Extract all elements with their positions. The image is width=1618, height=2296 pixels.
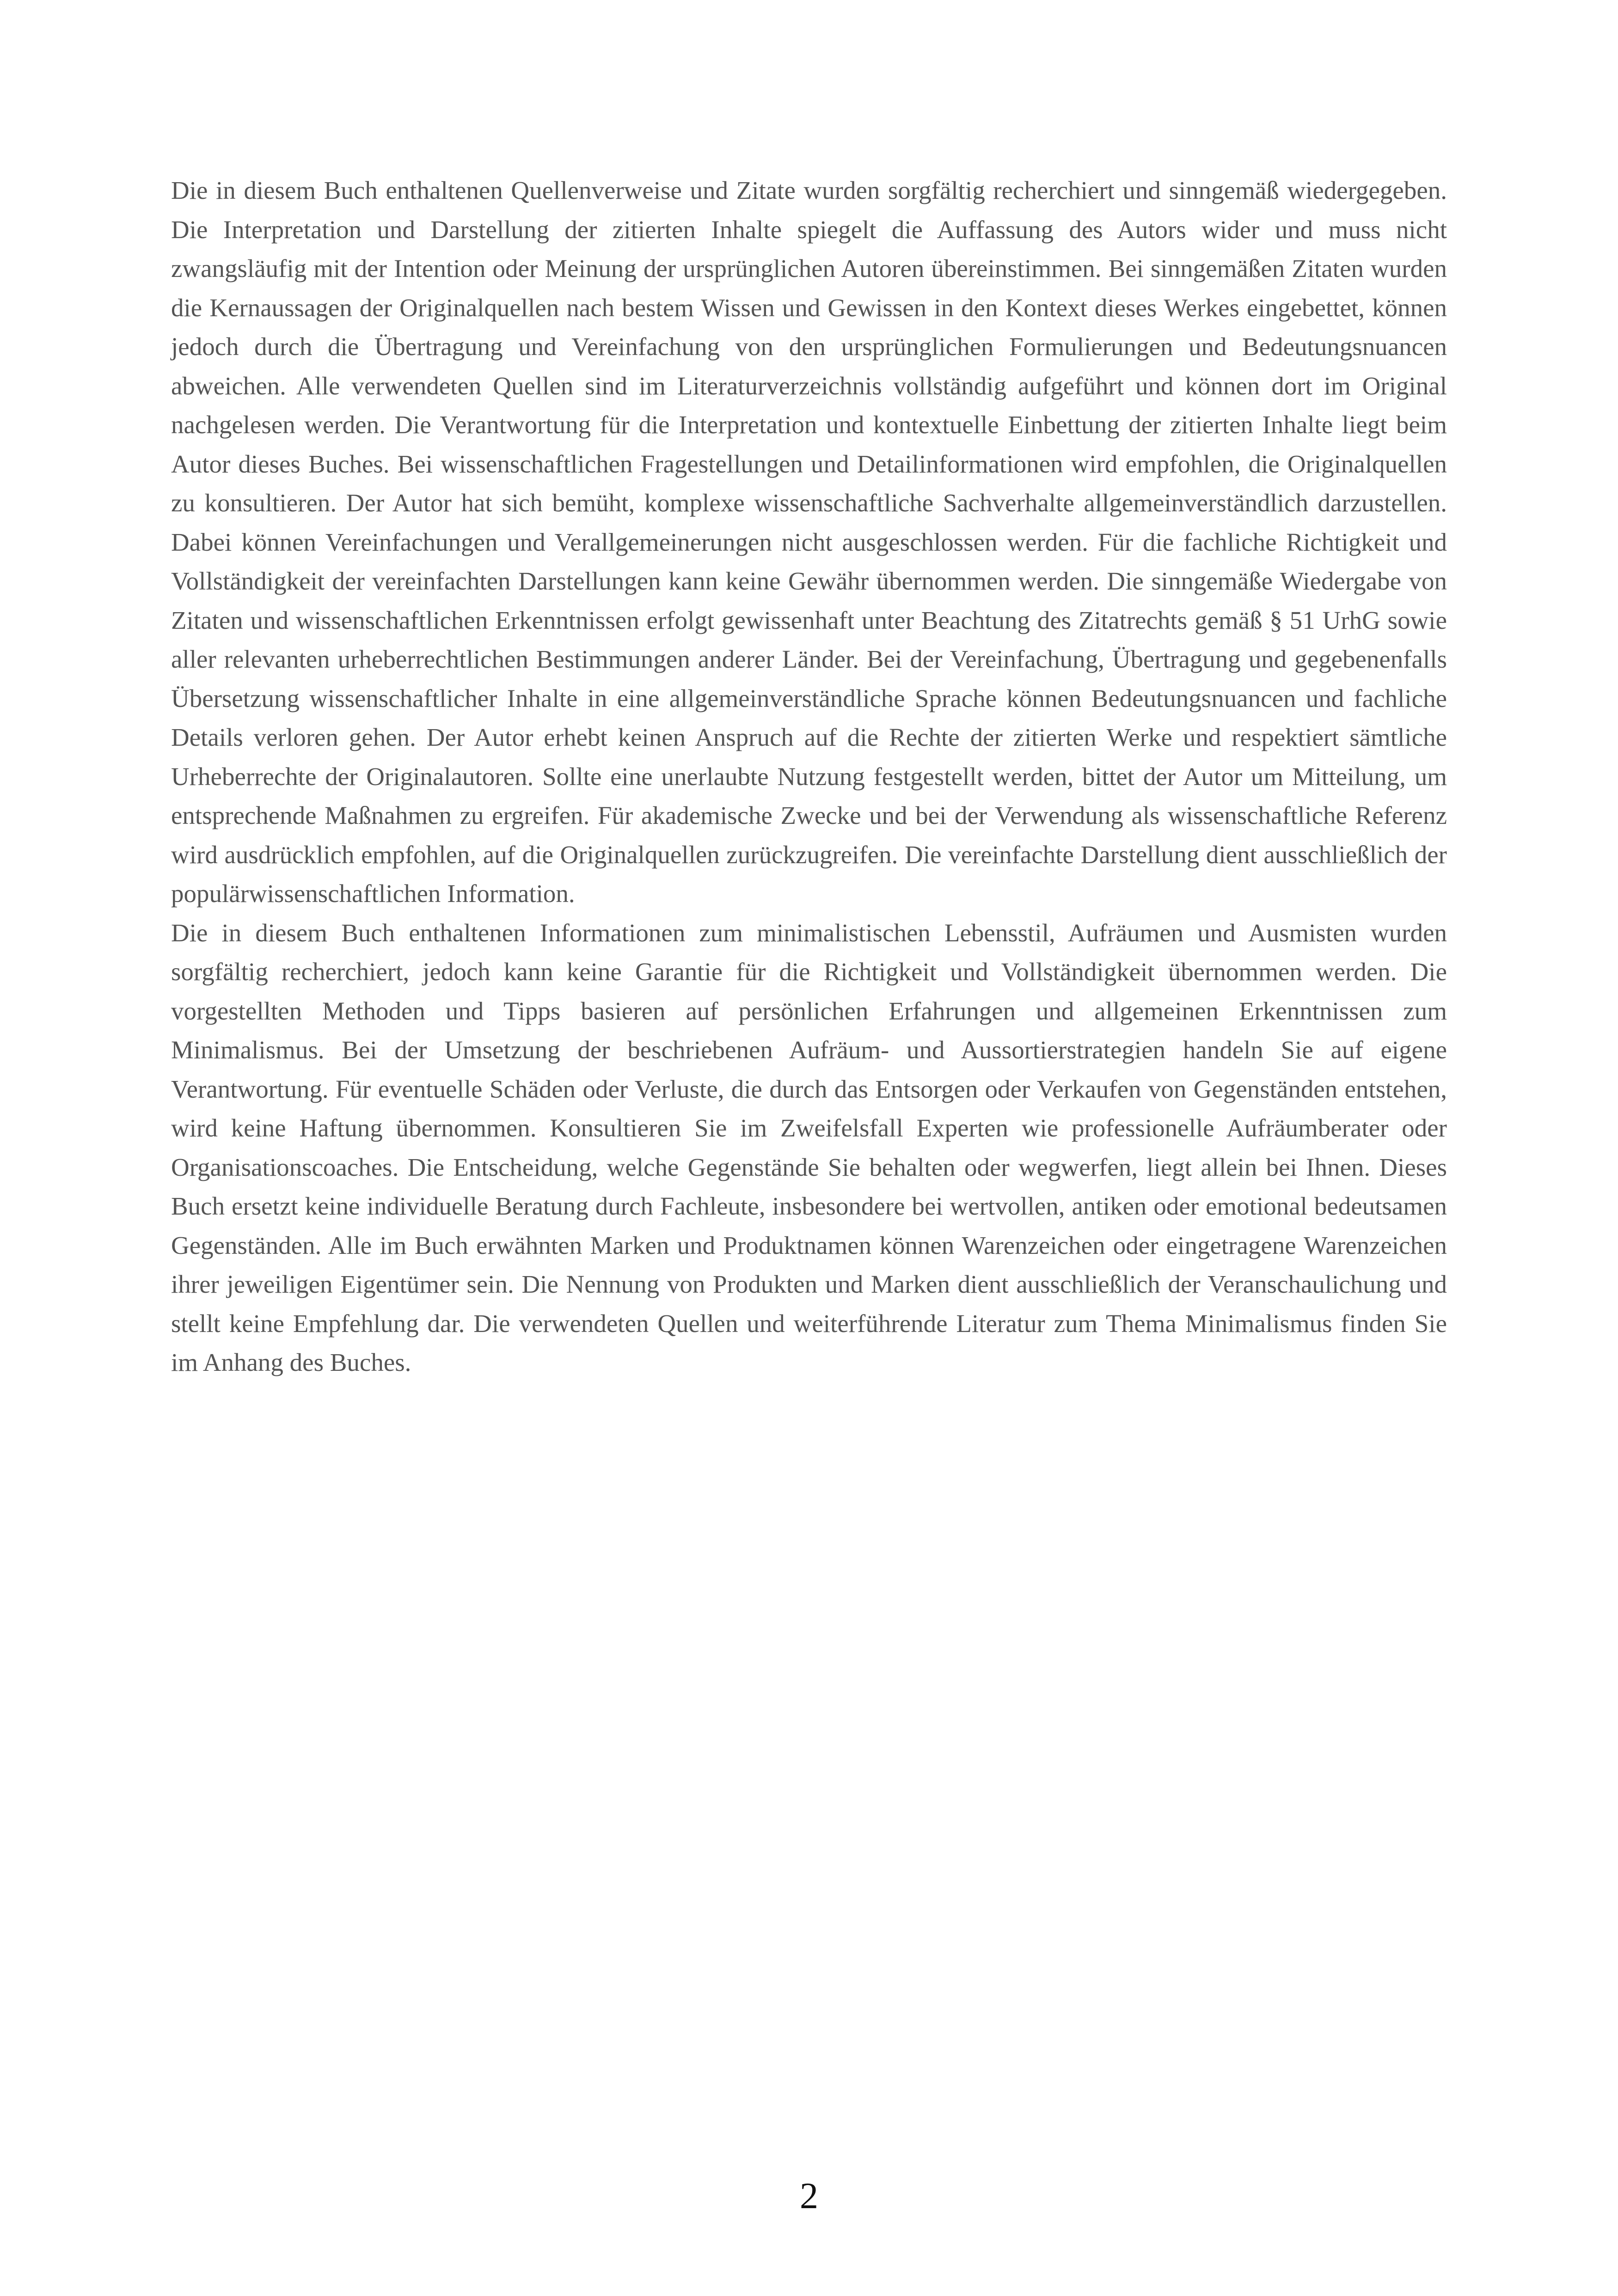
paragraph-liability-disclaimer: Die in diesem Buch enthaltenen Informationen zum minimalistischen Lebensstil, Aufräumen und Ausmisten wurden sorgfältig recherchiert, jedoch kann keine Garantie für die Richtigkeit und Vollständigkeit übernommen werden. Die vorgestellten Methoden und Tipps basieren auf persönlichen Erfahrungen und allgemeinen Erkenntnissen zum Minimalismus. Bei der Umsetzung der beschriebenen Aufräum- und Aussortierstrategien handeln Sie auf eigene Verantwortung. Für eventuelle Schäden oder Verluste, die durch das Entsorgen oder Verkaufen von Gegenständen entstehen, wird keine Haftung übernommen. Konsultieren Sie im Zweifelsfall Experten wie professionelle Aufräumberater oder Organisationscoaches. Die Entscheidung, welche Gegenstände Sie behalten oder wegwerfen, liegt allein bei Ihnen. Dieses Buch ersetzt keine individuelle Beratung durch Fachleute, insbesondere bei wertvollen, antiken oder emotional bedeutsamen Gegenständen. Alle im Buch erwähnten Marken und Produktnamen können Warenzeichen oder eingetragene Warenzeichen ihrer jeweiligen Eigentümer sein. Die Nennung von Produkten und Marken dient ausschließlich der Veranschaulichung und stellt keine Empfehlung dar. Die verwendeten Quellen und weiterführende Literatur zum Thema Minimalismus finden Sie im Anhang des Buches. — [171, 918, 1447, 1376]
page-number: 2 — [800, 2176, 818, 2216]
paragraph-source-disclaimer: Die in diesem Buch enthaltenen Quellenverweise und Zitate wurden sorgfältig recherchiert und sinngemäß wiedergegeben. Die Interpretation und Darstellung der zitierten Inhalte spiegelt die Auffassung des Autors wider und muss nicht zwangsläufig mit der Intention oder Meinung der ursprünglichen Autoren übereinstimmen. Bei sinngemäßen Zitaten wurden die Kernaussagen der Originalquellen nach bestem Wissen und Gewissen in den Kontext dieses Werkes eingebettet, können jedoch durch die Übertragung und Vereinfachung von den ursprünglichen Formulierungen und Bedeutungsnuancen abweichen. Alle verwendeten Quellen sind im Literaturverzeichnis vollständig aufgeführt und können dort im Original nachgelesen werden. Die Verantwortung für die Interpretation und kontextuelle Einbettung der zitierten Inhalte liegt beim Autor dieses Buches. Bei wissenschaftlichen Fragestellungen und Detailinformationen wird empfohlen, die Originalquellen zu konsultieren. Der Autor hat sich bemüht, komplexe wissenschaftliche Sachverhalte allgemeinverständlich darzustellen. Dabei können Vereinfachungen und Verallgemeinerungen nicht ausgeschlossen werden. Für die fachliche Richtigkeit und Vollständigkeit der vereinfachten Darstellungen kann keine Gewähr übernommen werden. Die sinngemäße Wiedergabe von Zitaten und wissenschaftlichen Erkenntnissen erfolgt gewissenhaft unter Beachtung des Zitatrechts gemäß § 51 UrhG sowie aller relevanten urheberrechtlichen Bestimmungen anderer Länder. Bei der Vereinfachung, Übertragung und gegebenenfalls Übersetzung wissenschaftlicher Inhalte in eine allgemeinverständliche Sprache können Bedeutungsnuancen und fachliche Details verloren gehen. Der Autor erhebt keinen Anspruch auf die Rechte der zitierten Werke und respektiert sämtliche Urheberrechte der Originalautoren. Sollte eine unerlaubte Nutzung festgestellt werden, bittet der Autor um Mitteilung, um entsprechende Maßnahmen zu ergreifen. Für akademische Zwecke und bei der Verwendung als wissenschaftliche Referenz wird ausdrücklich empfohlen, auf die Originalquellen zurückzugreifen. Die vereinfachte Darstellung dient ausschließlich der populärwissenschaftlichen Information. — [171, 176, 1447, 908]
body-text — [171, 171, 1447, 1382]
